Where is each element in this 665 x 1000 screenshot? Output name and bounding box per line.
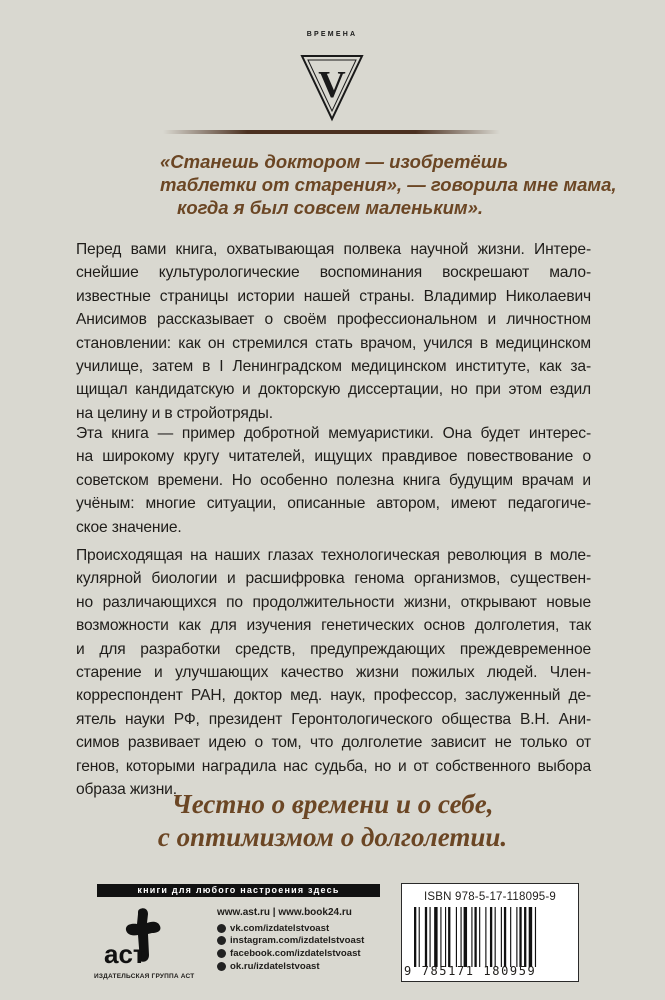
text-line: и для разработки средств, предупреждающих преждевременное (76, 640, 591, 658)
barcode-bar (485, 907, 486, 967)
social-link-ok[interactable] (217, 960, 364, 973)
barcode-bar (464, 907, 467, 967)
series-letter: V (318, 64, 346, 106)
social-link-instagram[interactable] (217, 935, 364, 948)
barcode (412, 907, 572, 967)
slogan-line: Честно о времени и о себе, (171, 789, 494, 819)
publisher-group: ИЗДАТЕЛЬСКАЯ ГРУППА АСТ (94, 973, 195, 980)
series-name: ВРЕМЕНА (306, 31, 358, 38)
text-line: Происходящая на наших глазах технологическая революция в моле- (76, 547, 591, 564)
text-line: старение и улучшающих качество жизни пожилых людей. Член- (76, 664, 591, 682)
description-paragraph-3 (76, 544, 591, 801)
description-paragraph-1 (76, 238, 591, 425)
barcode-bar (445, 907, 446, 967)
text-line: снейшие культурологические воспоминания воскрешают мало- (76, 264, 591, 282)
text-line: становлении: как он стремился стать врачом, учился в медицинском (76, 334, 591, 352)
series-logo (0, 16, 665, 128)
barcode-bar (414, 907, 416, 967)
social-link-text: ok.ru/izdatelstvoast (230, 960, 320, 972)
text-line: возможности как для изучения генетических основ долголетия, так (76, 617, 591, 635)
instagram-icon (217, 936, 226, 945)
barcode-bar (461, 907, 462, 967)
isbn-number: ISBN 978-5-17-118095-9 (423, 891, 557, 903)
description-paragraph-2 (76, 422, 591, 539)
text-line: Эта книга — пример добротной мемуаристики. Она будет интерес- (76, 425, 591, 442)
text-line: кулярной биологии и расшифровка генома организмов, существен- (76, 570, 591, 588)
barcode-bar (440, 907, 441, 967)
barcode-bar (425, 907, 427, 967)
text-line: училище, затем в I Ленинградском медицинском институте, как за- (76, 358, 591, 376)
epigraph-line: когда я был совсем маленьким». (176, 197, 484, 218)
barcode-bar (419, 907, 420, 967)
ok-icon (217, 962, 226, 971)
social-link-text: instagram.com/izdatelstvoast (230, 935, 365, 947)
slogan (60, 788, 605, 854)
barcode-bar (510, 907, 511, 967)
barcode-bar (519, 907, 521, 967)
text-line: известные страницы истории нашей страны. Владимир Николаевич (76, 287, 591, 305)
text-line: генов, которыми наградила нас судьба, но и от собственного выбора (76, 757, 591, 775)
social-link-text: vk.com/izdatelstvoast (230, 922, 330, 934)
social-link-facebook[interactable] (217, 947, 364, 960)
text-line: но различающихся по продолжительности жизни, открывают новые (76, 593, 591, 611)
barcode-bar (524, 907, 526, 967)
epigraph-line: «Станешь доктором — изобретёшь (160, 151, 509, 172)
barcode-bar (490, 907, 492, 967)
epigraph-line: таблетки от старения», — говорила мне мама, (160, 174, 617, 195)
social-link-vk[interactable] (217, 922, 364, 935)
barcode-bar (495, 907, 496, 967)
text-line: на целину и в стройотряды. (76, 404, 273, 422)
text-line: ятель науки РФ, президент Геронтологического общества В.Н. Ани- (76, 710, 591, 728)
text-line: на широкому кругу читателей, ищущих правдивое повествование о (76, 448, 591, 466)
barcode-bar (474, 907, 476, 967)
divider (163, 130, 500, 134)
facebook-icon (217, 949, 226, 958)
ast-logo-text: аст (104, 939, 146, 969)
text-line: щищал кандидатскую и докторскую диссертации, но при этом ездил (76, 381, 591, 399)
isbn-box (401, 883, 579, 982)
publisher-tagline: книги для любого настроения здесь (97, 884, 380, 897)
slogan-line: с оптимизмом о долголетии. (157, 822, 508, 852)
text-line: советском времени. Но особенно полезна книга будущим врачам и (76, 471, 591, 489)
ast-logo (100, 905, 172, 971)
barcode-bar (501, 907, 502, 967)
epigraph (160, 150, 617, 219)
social-links (217, 922, 364, 972)
barcode-bar (430, 907, 431, 967)
publisher-site[interactable]: www.ast.ru | www.book24.ru (217, 907, 352, 918)
text-line: Перед вами книга, охватывающая полвека научной жизни. Интере- (76, 241, 591, 258)
text-line: ское значение. (76, 518, 182, 536)
barcode-bar (535, 907, 536, 967)
text-line: симов развивает идею о том, что долголетие зависит не только от (76, 734, 591, 752)
barcode-bar (471, 907, 472, 967)
text-line: образа жизни. (76, 781, 177, 799)
barcode-bar (504, 907, 506, 967)
text-line: Анисимов рассказывает о своём профессиональном и личностном (76, 311, 591, 329)
social-link-text: facebook.com/izdatelstvoast (230, 947, 361, 959)
barcode-bar (516, 907, 517, 967)
vk-icon (217, 924, 226, 933)
barcode-bar (434, 907, 437, 967)
barcode-bar (529, 907, 532, 967)
ean-number: 9 785171 180959 (404, 964, 537, 978)
text-line: учёным: многие ситуации, описанные автором, имеют педагогиче- (76, 495, 591, 513)
barcode-bar (456, 907, 457, 967)
text-line: корреспондент РАН, доктор мед. наук, профессор, заслуженный де- (76, 687, 591, 705)
barcode-bar (479, 907, 480, 967)
barcode-bar (448, 907, 450, 967)
